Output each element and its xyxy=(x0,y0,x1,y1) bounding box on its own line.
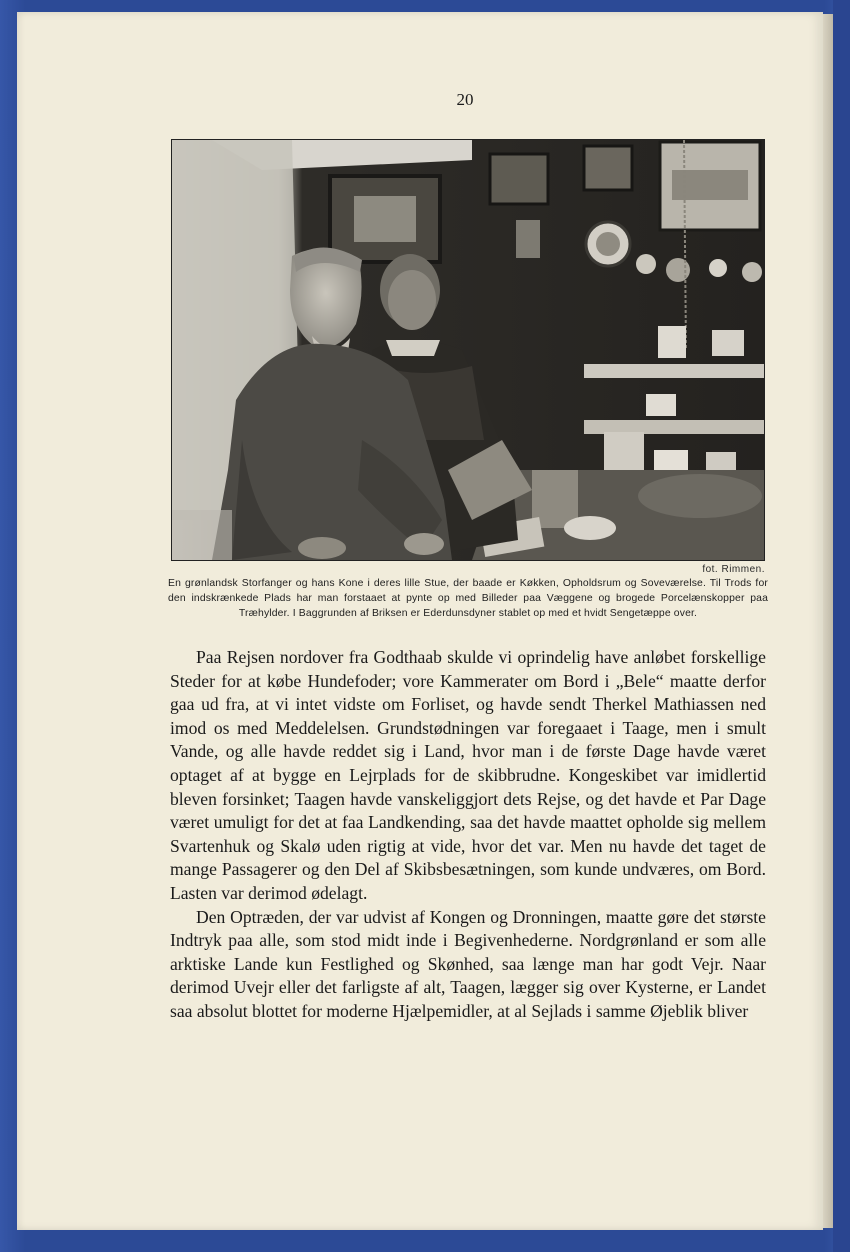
body-text xyxy=(170,646,766,1024)
book-binding xyxy=(833,0,850,1252)
page-stack-edge xyxy=(823,14,833,1228)
photograph-icon xyxy=(172,140,764,560)
photo-caption: En grønlandsk Storfanger og hans Kone i deres lille Stue, der baade er Køkken, Opholdsrum og Soveværelse. Til Trods for den indskrænkede Plads har man forstaaet at pynte op med Billeder paa Væggene og brogede Porcelænskopper paa Træhylder. I Baggrunden af Briksen er Ederdunsdyner stablet op med et hvidt Sengetæppe over. xyxy=(168,578,768,619)
paragraph: Den Optræden, der var udvist af Kongen og Dronningen, maatte gøre det største Indtryk paa alle, som stod midt inde i Begivenhederne. Nordgrønland er som alle arktiske Lande kun Festlighed og Skønhed, saa længe man har godt Vejr. Naar derimod Uvejr eller det farligste af alt, Taagen, lægger sig over Kysterne, er Landet saa absolut blottet for moderne Hjælpemidler, at al Sejlads i samme Øjeblik bliver xyxy=(170,906,766,1021)
photograph-couple-interior xyxy=(171,139,765,561)
photo-credit: fot. Rimmen. xyxy=(702,564,765,575)
page-number: 20 xyxy=(456,90,474,109)
paragraph: Paa Rejsen nordover fra Godthaab skulde vi oprindelig have anløbet forskellige Steder for at købe Hundefoder; vore Kammerater om Bord i „Bele“ maatte derfor gaa ud fra, at vi intet vidste om Forliset, og havde sendt Therkel Mathiassen ned imod os med Meddelelsen. Grundstødningen var foregaaet i Taage, men i smult Vande, og alle havde reddet sig i Land, hvor man i de første Dage havde været optaget af at bygge en Lejrplads for de skibbrudne. Kongeskibet var imidlertid bleven forsinket; Taagen havde vanskeliggjort dets Rejse, og det havde et Par Dage været umuligt for det at faa Landkending, saa det havde maattet opholde sig mellem Svartenhuk og Skalø uden rigtig at vide, hvor det var. Men nu havde det taget de mange Passagerer og den Del af Skibsbesætningen, som kunde undværes, om Bord. Lasten var derimod ødelagt. xyxy=(170,647,766,903)
